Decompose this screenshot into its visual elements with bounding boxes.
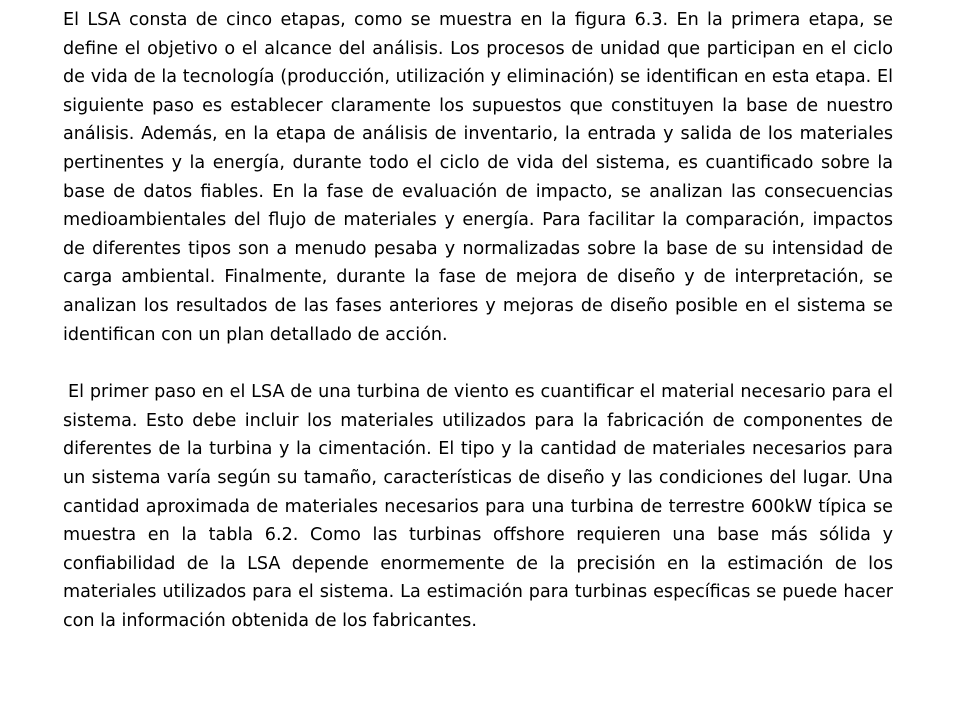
paragraph-wind-turbine-materials: El primer paso en el LSA de una turbina de viento es cuantificar el material necesario para el sistema. Esto debe incluir los materiales utilizados para la fabricación de componentes de diferentes de la turbina y la cimentación. El tipo y la cantidad de materiales necesarios para un sistema varía según su tamaño, características de diseño y las condiciones del lugar. Una cantidad aproximada de materiales necesarios para una turbina de terrestre 600kW típica se muestra en la tabla 6.2. Como las turbinas offshore requieren una base más sólida y confiabilidad de la LSA depende enormemente de la precisión en la estimación de los materiales utilizados para el sistema. La estimación para turbinas específicas se puede hacer con la información obtenida de los fabricantes. (63, 382, 893, 631)
document-page (63, 6, 893, 635)
paragraph-lsa-stages: El LSA consta de cinco etapas, como se muestra en la figura 6.3. En la primera etapa, se define el objetivo o el alcance del análisis. Los procesos de unidad que participan en el ciclo de vida de la tecnología (producción, utilización y eliminación) se identifican en esta etapa. El siguiente paso es establecer claramente los supuestos que constituyen la base de nuestro análisis. Además, en la etapa de análisis de inventario, la entrada y salida de los materiales pertinentes y la energía, durante todo el ciclo de vida del sistema, es cuantificado sobre la base de datos fiables. En la fase de evaluación de impacto, se analizan las consecuencias medioambientales del flujo de materiales y energía. Para facilitar la comparación, impactos de diferentes tipos son a menudo pesaba y normalizadas sobre la base de su intensidad de carga ambiental. Finalmente, durante la fase de mejora de diseño y de interpretación, se analizan los resultados de las fases anteriores y mejoras de diseño posible en el sistema se identifican con un plan detallado de acción. (63, 10, 893, 345)
